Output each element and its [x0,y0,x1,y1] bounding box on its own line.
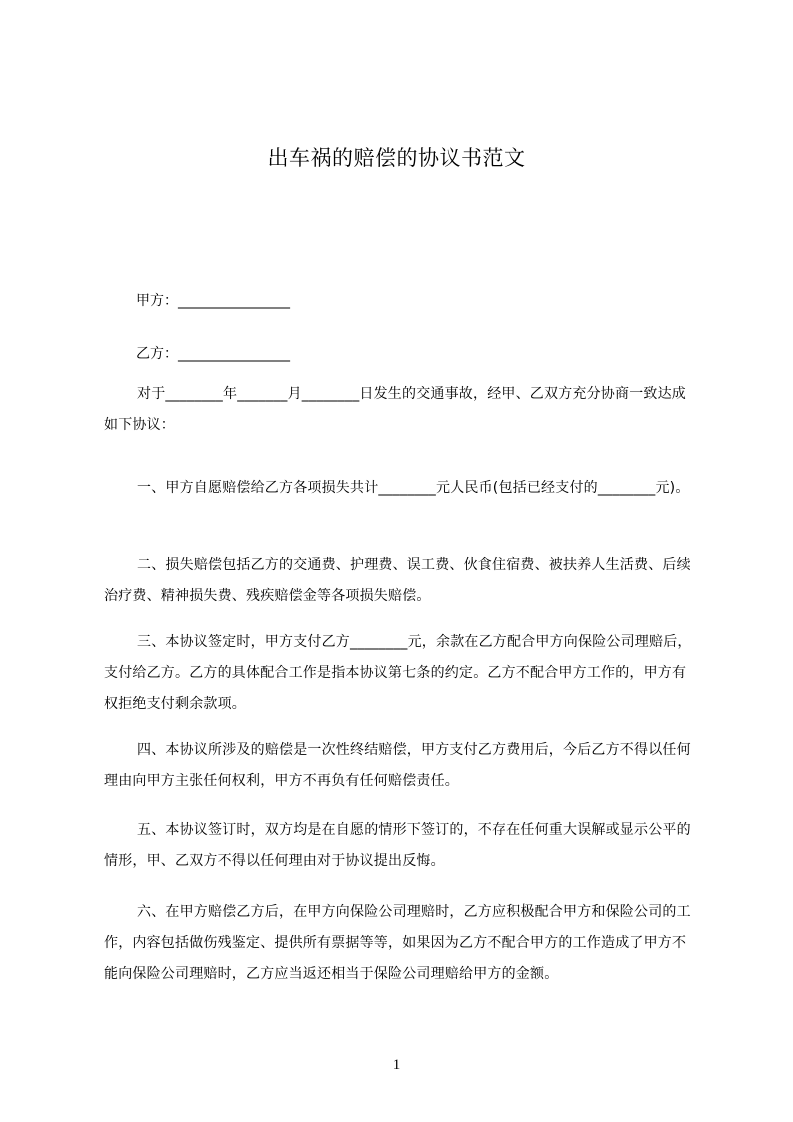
clause-6-paragraph: 六、在甲方赔偿乙方后，在甲方向保险公司理赔时，乙方应积极配合甲方和保险公司的工作，内容包括做伤残鉴定、提供所有票据等等，如果因为乙方不配合甲方的工作造成了甲方不能向保险公司理赔时，乙方应当返还相当于保险公司理赔给甲方的金额。 [104,904,691,982]
clause-1-paragraph: 一、甲方自愿赔偿给乙方各项损失共计________元人民币(包括已经支付的________元)。 [137,480,690,496]
party-b-field: 乙方：________________ [136,346,290,362]
document-title: 出车祸的赔偿的协议书范文 [267,146,526,170]
party-a-field: 甲方：________________ [136,293,290,309]
intro-paragraph: 对于________年_______月________日发生的交通事故，经甲、乙双方充分协商一致达成如下协议： [104,386,686,433]
page-number: 1 [392,1057,401,1073]
clause-2-paragraph: 二、损失赔偿包括乙方的交通费、护理费、误工费、伙食住宿费、被扶养人生活费、后续治疗费、精神损失费、残疾赔偿金等各项损失赔偿。 [104,557,691,604]
clause-4-paragraph: 四、本协议所涉及的赔偿是一次性终结赔偿，甲方支付乙方费用后，今后乙方不得以任何理由向甲方主张任何权利，甲方不再负有任何赔偿责任。 [104,742,691,789]
clause-3-paragraph: 三、本协议签定时，甲方支付乙方________元，余款在乙方配合甲方向保险公司理赔后，支付给乙方。乙方的具体配合工作是指本协议第七条的约定。乙方不配合甲方工作的，甲方有权拒绝支付剩余款项。 [104,634,692,712]
clause-5-paragraph: 五、本协议签订时，双方均是在自愿的情形下签订的，不存在任何重大误解或显示公平的情形，甲、乙双方不得以任何理由对于协议提出反悔。 [104,822,691,869]
